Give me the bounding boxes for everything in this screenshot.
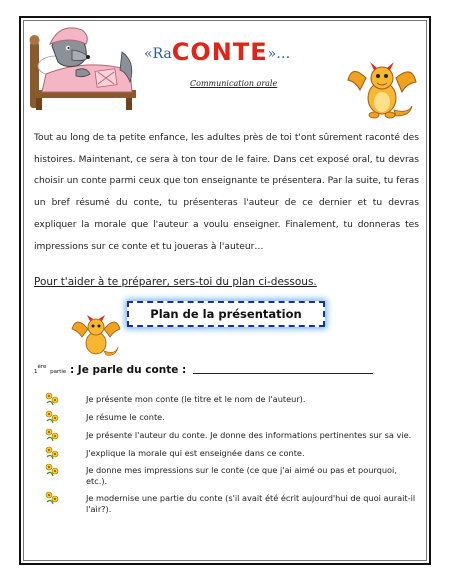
list-item [44, 448, 419, 459]
title-suffix: »… [267, 46, 291, 62]
title-prefix: «Ra [144, 46, 172, 62]
list-item [44, 465, 419, 486]
page-subtitle: Communication orale [190, 79, 278, 88]
intro-paragraph: Tout au long de ta petite enfance, les adultes près de toi t'ont sûrement raconté des histoires. Maintenant, ce sera à ton tour de le faire. Dans cet exposé oral, tu devras choisir un conte parmi ceux que ton enseignante te présentera. Par la suite, tu feras un bref résumé du conte, tu présenteras l'auteur de ce dernier et tu devras expliquer la morale que l'auteur a voulu enseigner. Finalement, tu donneras tes impressions sur ce conte et tu joueras à l'auteur… [34, 133, 419, 252]
part-heading [34, 364, 373, 376]
part-superscript: ère [37, 364, 47, 370]
flower-bullet-icon [44, 409, 60, 425]
list-item [44, 394, 419, 405]
dragon-icon [346, 58, 418, 124]
list-item [44, 412, 419, 423]
list-item [44, 430, 419, 441]
plan-title-box [127, 301, 325, 327]
flower-bullet-icon [44, 490, 60, 506]
flower-bullet-icon [44, 445, 60, 461]
flower-bullet-icon [44, 391, 60, 407]
page-title [144, 38, 324, 68]
help-text: Pour t'aider à te préparer, sers-toi du plan ci-dessous. [34, 276, 317, 288]
title-main: CONTE [171, 38, 268, 66]
list-item-text: Je présente l'auteur du conte. Je donne des informations pertinentes sur sa vie. [86, 430, 412, 440]
dragon-icon-small [70, 313, 122, 359]
list-item [44, 493, 419, 514]
flower-bullet-icon [44, 427, 60, 443]
list-item-text: J'explique la morale qui est enseignée dans ce conte. [86, 447, 305, 458]
part-label: : Je parle du conte : [69, 364, 187, 376]
list-item-text: Je résume le conte. [86, 411, 165, 422]
flower-bullet-icon [44, 462, 60, 478]
plan-items-list [44, 394, 419, 514]
plan-title: Plan de la présentation [150, 307, 302, 321]
answer-line [193, 373, 373, 374]
part-word: partie [50, 369, 67, 375]
list-item-text: Je présente mon conte (le titre et le nom de l'auteur). [86, 394, 306, 404]
list-item-text: Je donne mes impressions sur le conte (ce que j'ai aimé ou pas et pourquoi, etc.). [86, 465, 397, 486]
list-item-text: Je modernise une partie du conte (s'il avait été écrit aujourd'hui de quoi aurait-il l'air?). [86, 493, 416, 514]
wolf-in-bed-icon [26, 22, 138, 114]
part-number: 1 [34, 369, 38, 375]
